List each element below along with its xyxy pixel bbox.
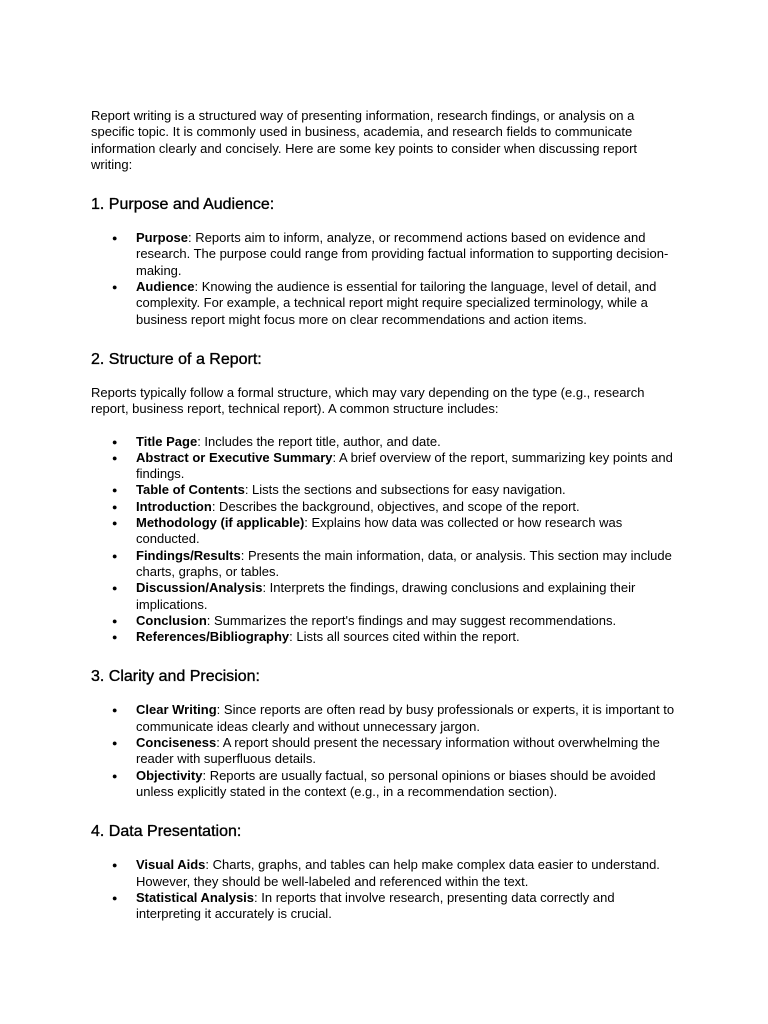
list-item-text: : Since reports are often read by busy professionals or experts, it is important to communicate ideas clearly and without unnecessary jargon.: [136, 702, 675, 734]
list-item-term: Findings/Results: [136, 547, 241, 563]
list-item: [136, 890, 678, 923]
section-heading-structure: 2. Structure of a Report:: [91, 350, 262, 368]
list-item-text: : Explains how data was collected or how research was conducted.: [136, 515, 623, 547]
list-item-text: : Reports are usually factual, so personal opinions or biases should be avoided unless explicitly stated in the context (e.g., in a recommendation section).: [136, 767, 656, 799]
list-item-term: Methodology (if applicable): [136, 515, 305, 531]
list-item-term: Table of Contents: [136, 482, 245, 498]
list-item: [136, 768, 678, 801]
list-item-text: : Knowing the audience is essential for tailoring the language, level of detail, and complexity. For example, a technical report might require specialized terminology, while a business report might focus more on clear recommendations and action items.: [136, 279, 657, 327]
list-item: [136, 629, 678, 645]
list-item-term: Purpose: [136, 230, 189, 246]
bullet-list-purpose-audience: [91, 230, 678, 328]
list-item-term: Objectivity: [136, 767, 203, 783]
section-heading-clarity-precision: 3. Clarity and Precision:: [91, 668, 260, 686]
list-item: [136, 515, 678, 548]
list-item: [136, 735, 678, 768]
list-item-text: : In reports that involve research, presenting data correctly and interpreting it accurately is crucial.: [136, 889, 615, 922]
list-item-text: : Interprets the findings, drawing conclusions and explaining their implications.: [136, 580, 636, 612]
structure-paragraph: Reports typically follow a formal structure, which may vary depending on the type (e.g., research report, business report, technical report). A common structure includes:: [91, 384, 645, 417]
list-item: [136, 434, 678, 450]
list-item-text: : Lists all sources cited within the report.: [289, 629, 520, 645]
list-item: [136, 580, 678, 613]
section-heading-data-presentation: 4. Data Presentation:: [91, 823, 242, 841]
list-item: [136, 499, 678, 515]
list-item-text: : Describes the background, objectives, and scope of the report.: [211, 498, 580, 514]
list-item: [136, 279, 678, 328]
list-item-term: References/Bibliography: [136, 629, 290, 645]
list-item-term: Title Page: [136, 433, 198, 449]
list-item-text: : Presents the main information, data, or analysis. This section may include charts, graphs, or tables.: [136, 547, 672, 579]
list-item-text: : Includes the report title, author, and date.: [197, 433, 441, 449]
list-item-term: Conclusion: [136, 612, 207, 628]
list-item: [136, 450, 678, 483]
list-item-term: Discussion/Analysis: [136, 580, 263, 596]
list-item: [136, 548, 678, 581]
intro-paragraph: Report writing is a structured way of presenting information, research findings, or analysis on a specific topic. It is commonly used in business, academia, and research fields to communicate information clearly and concisely. Here are some key points to consider when discussing report writing:: [91, 108, 638, 172]
list-item: [136, 230, 678, 279]
list-item: [136, 702, 678, 735]
list-item: [136, 857, 678, 890]
bullet-list-data-presentation: [91, 857, 678, 922]
list-item-term: Audience: [136, 279, 195, 295]
list-item-term: Statistical Analysis: [136, 889, 255, 905]
list-item-term: Clear Writing: [136, 702, 217, 718]
list-item-text: : Lists the sections and subsections for easy navigation.: [244, 482, 566, 498]
list-item-term: Introduction: [136, 498, 212, 514]
list-item-text: : Reports aim to inform, analyze, or recommend actions based on evidence and research. The purpose could range from providing factual information to supporting decision-making.: [136, 230, 669, 278]
section-heading-purpose-audience: 1. Purpose and Audience:: [91, 196, 275, 214]
list-item-text: : A brief overview of the report, summarizing key points and findings.: [136, 449, 673, 482]
bullet-list-clarity-precision: [91, 702, 678, 800]
bullet-list-structure: [91, 434, 678, 646]
list-item-text: : A report should present the necessary information without overwhelming the reader with superfluous details.: [136, 735, 660, 767]
list-item-text: : Summarizes the report's findings and may suggest recommendations.: [206, 612, 617, 628]
list-item-term: Conciseness: [136, 735, 217, 751]
list-item: [136, 482, 678, 498]
list-item-term: Visual Aids: [136, 857, 206, 873]
list-item: [136, 613, 678, 629]
list-item-text: : Charts, graphs, and tables can help make complex data easier to understand. However, they should be well-labeled and referenced within the text.: [136, 857, 660, 889]
list-item-term: Abstract or Executive Summary: [136, 449, 333, 465]
